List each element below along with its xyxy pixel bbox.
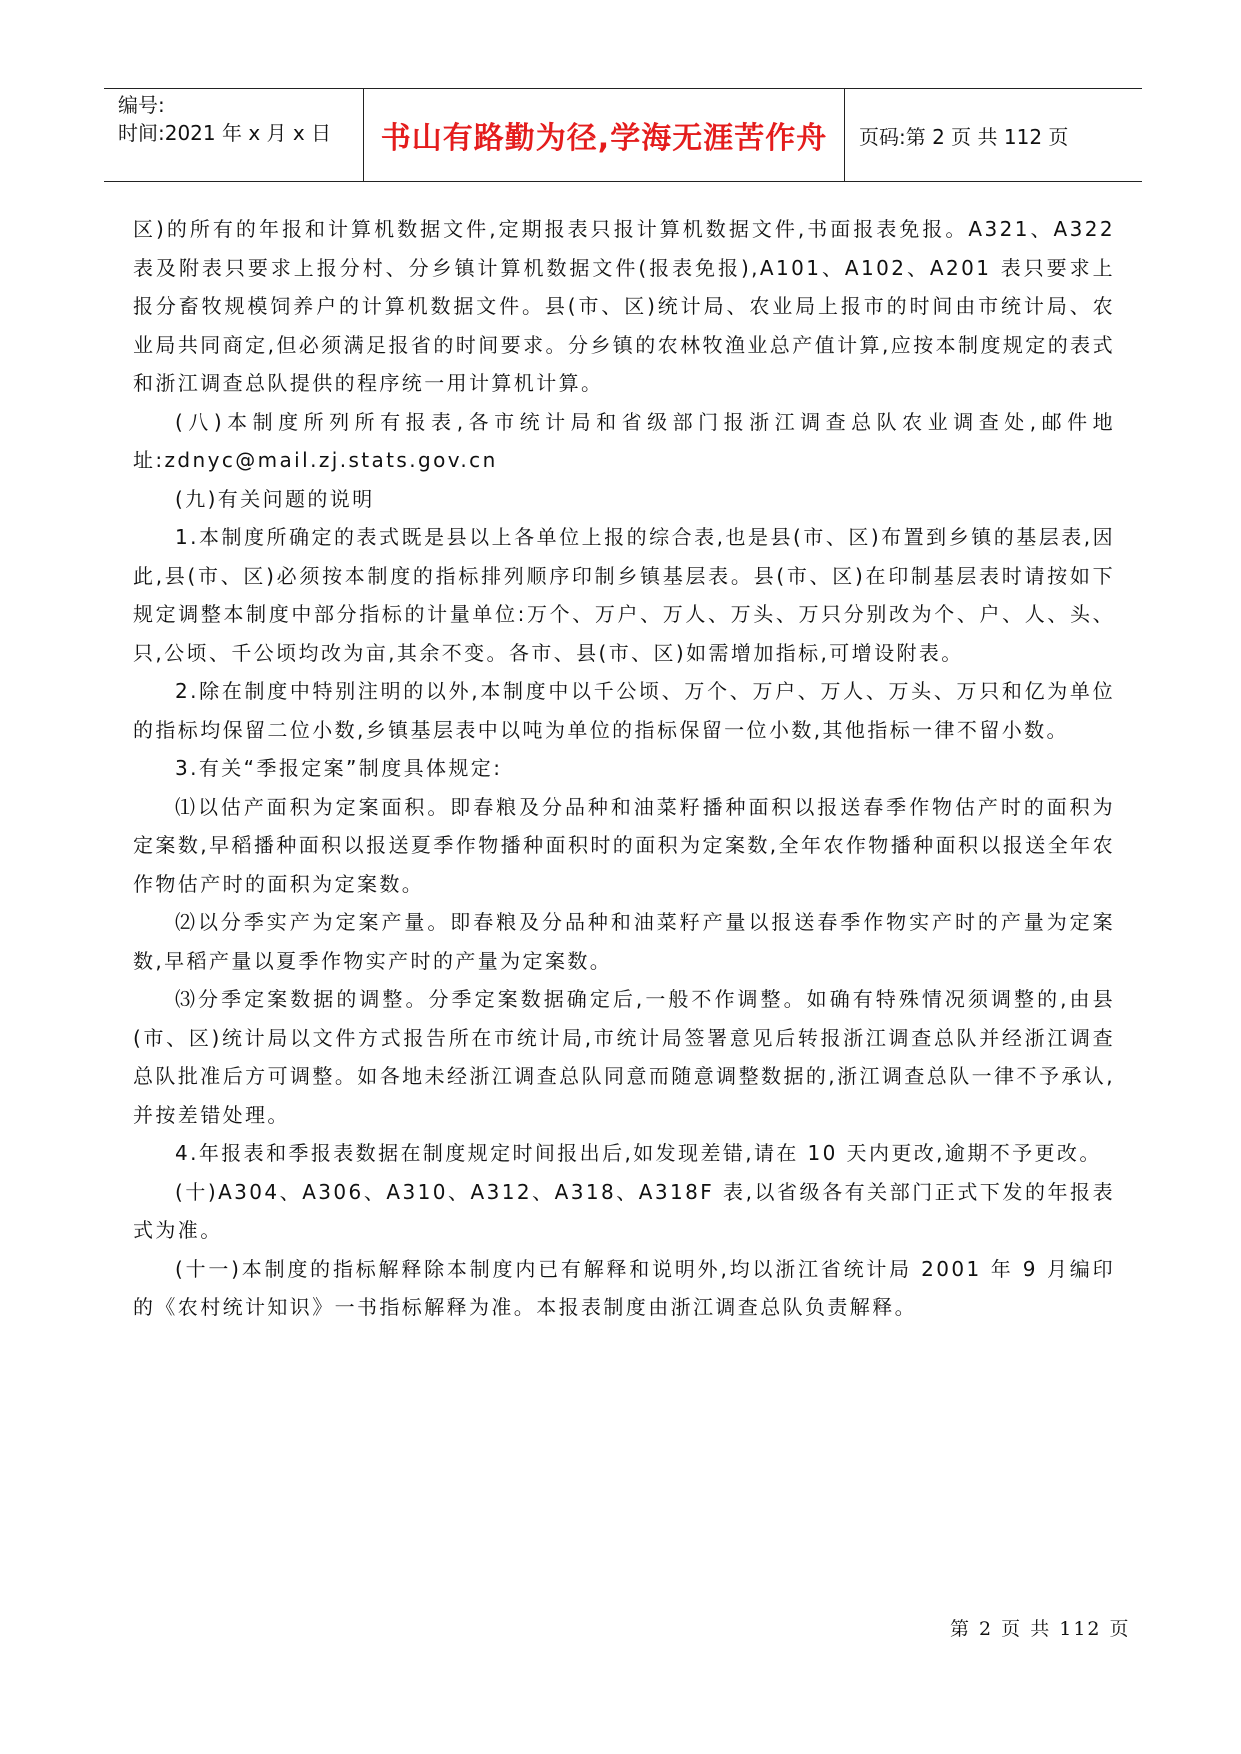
paragraph-continuation: 区)的所有的年报和计算机数据文件,定期报表只报计算机数据文件,书面报表免报。A321、A322 表及附表只要求上报分村、分乡镇计算机数据文件(报表免报),A101、A102、A201 表只要求上报分畜牧规模饲养户的计算机数据文件。县(市、区)统计局、农业局上报市的时间由市统计局、农业局共同商定,但必须满足报省的时间要求。分乡镇的农林牧渔业总产值计算,应按本制度规定的表式和浙江调查总队提供的程序统一用计算机计算。 (133, 217, 1115, 395)
paragraph-item-3-1: ⑴以估产面积为定案面积。即春粮及分品种和油菜籽播种面积以报送春季作物估产时的面积为定案数,早稻播种面积以报送夏季作物播种面积时的面积为定案数,全年农作物播种面积以报送全年农作物估产时的面积为定案数。 (133, 794, 1115, 896)
document-body (133, 210, 1115, 1327)
header-page-cell (845, 89, 1142, 181)
slogan: 书山有路勤为径,学海无涯苦作舟 (380, 121, 828, 156)
paragraph-item-1: 1.本制度所确定的表式既是县以上各单位上报的综合表,也是县(市、区)布置到乡镇的基层表,因此,县(市、区)必须按本制度的指标排列顺序印制乡镇基层表。县(市、区)在印制基层表时请按如下规定调整本制度中部分指标的计量单位:万个、万户、万人、万头、万只分别改为个、户、人、头、只,公顷、千公顷均改为亩,其余不变。各市、县(市、区)如需增加指标,可增设附表。 (133, 525, 1115, 665)
page-header (104, 88, 1142, 182)
paragraph-item-3-3: ⑶分季定案数据的调整。分季定案数据确定后,一般不作调整。如确有特殊情况须调整的,由县(市、区)统计局以文件方式报告所在市统计局,市统计局签署意见后转报浙江调查总队并经浙江调查总队批准后方可调整。如各地未经浙江调查总队同意而随意调整数据的,浙江调查总队一律不予承认,并按差错处理。 (133, 987, 1115, 1127)
paragraph-item-3: 3.有关“季报定案”制度具体规定: (175, 756, 503, 780)
paragraph-item-3-2: ⑵以分季实产为定案产量。即春粮及分品种和油菜籽产量以报送春季作物实产时的产量为定案数,早稻产量以夏季作物实产时的产量为定案数。 (133, 910, 1115, 973)
paragraph-section-10: (十)A304、A306、A310、A312、A318、A318F 表,以省级各有关部门正式下发的年报表式为准。 (133, 1179, 1115, 1242)
paragraph-section-8: (八)本制度所列所有报表,各市统计局和省级部门报浙江调查总队农业调查处,邮件地址:zdnyc@mail.zj.stats.gov.cn (133, 409, 1115, 472)
serial-number-label: 编号: (118, 93, 165, 117)
time-label: 时间:2021 年 x 月 x 日 (118, 121, 332, 145)
paragraph-item-2: 2.除在制度中特别注明的以外,本制度中以千公顷、万个、万户、万人、万头、万只和亿为单位的指标均保留二位小数,乡镇基层表中以吨为单位的指标保留一位小数,其他指标一律不留小数。 (133, 679, 1115, 742)
page-footer: 第 2 页 共 112 页 (950, 1618, 1131, 1640)
header-page-label: 页码:第 2 页 共 112 页 (859, 124, 1069, 149)
paragraph-section-11: (十一)本制度的指标解释除本制度内已有解释和说明外,均以浙江省统计局 2001 年 9 月编印的《农村统计知识》一书指标解释为准。本报表制度由浙江调查总队负责解释。 (133, 1256, 1115, 1319)
paragraph-section-9-heading: (九)有关问题的说明 (175, 486, 375, 511)
header-slogan-cell (364, 89, 845, 181)
paragraph-item-4: 4.年报表和季报表数据在制度规定时间报出后,如发现差错,请在 10 天内更改,逾期不予更改。 (175, 1141, 1102, 1165)
header-meta-cell (104, 89, 364, 181)
